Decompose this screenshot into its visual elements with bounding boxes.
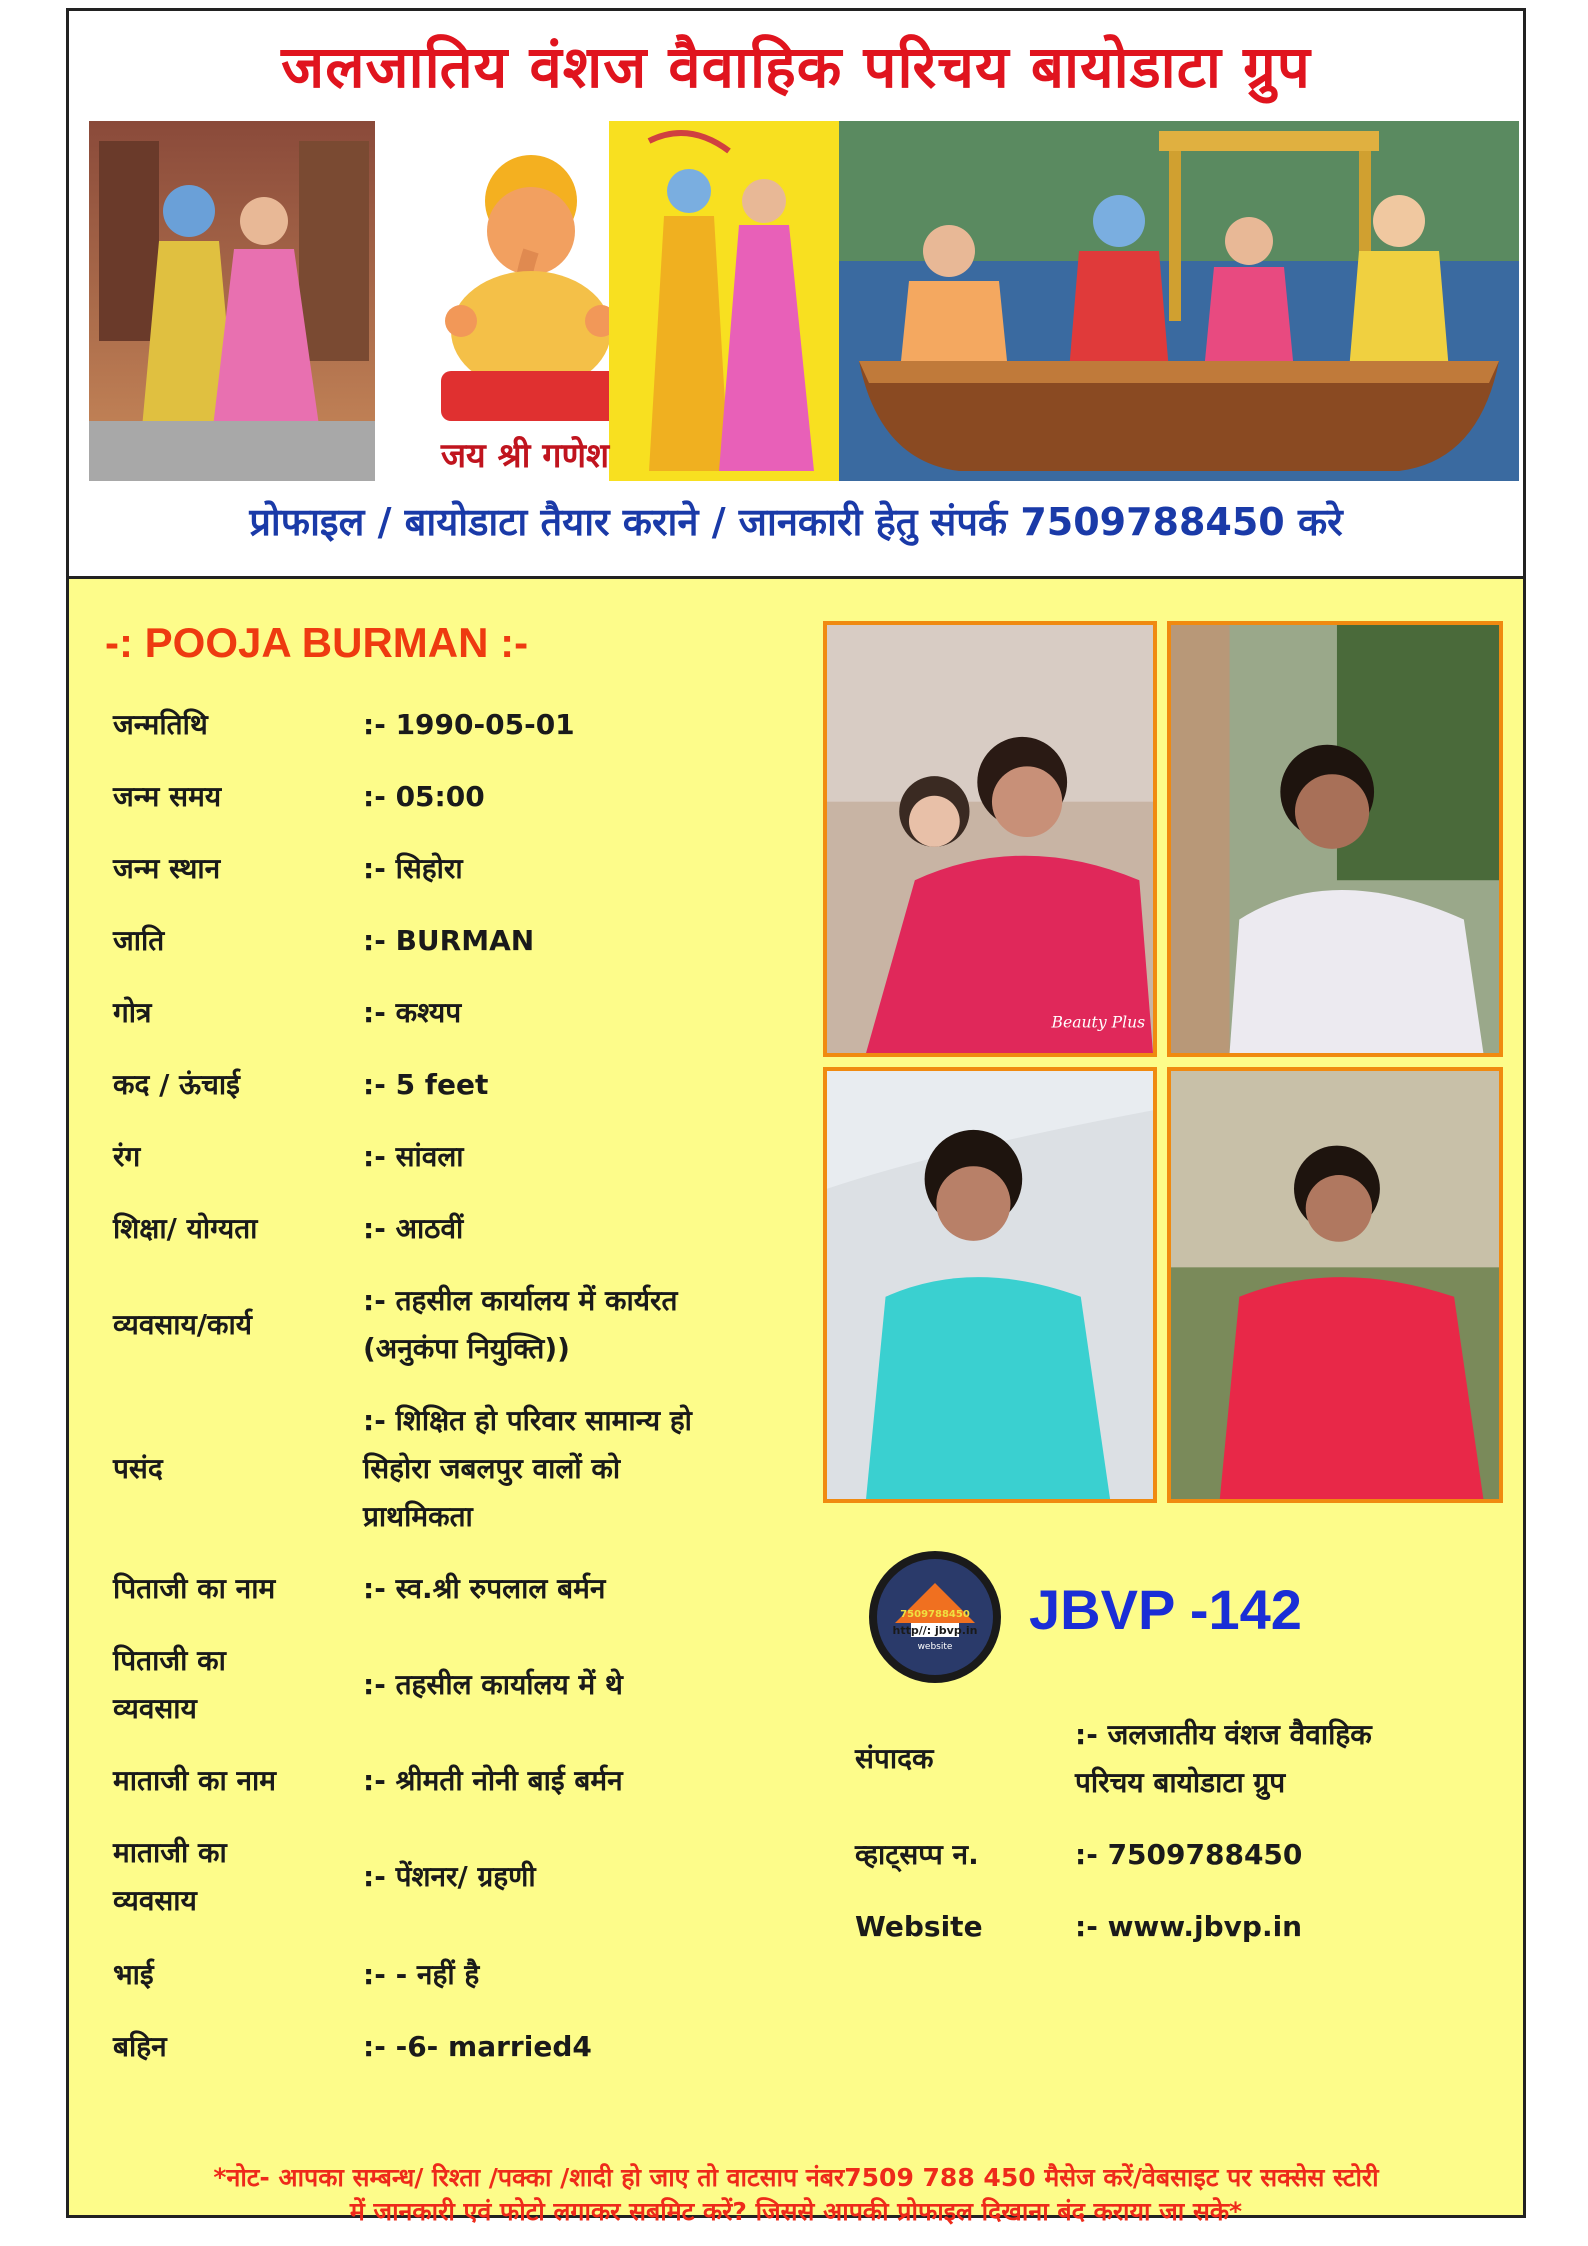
logo-phone-text: 7509788450 xyxy=(900,1609,970,1620)
detail-label: कद / ऊंचाई xyxy=(113,1068,240,1101)
editor-label: Website xyxy=(855,1910,983,1943)
detail-label: जन्म स्थान xyxy=(113,852,221,885)
detail-label-line: व्यवसाय xyxy=(113,1692,197,1725)
detail-value-line: :- तहसील कार्यालय में कार्यरत xyxy=(363,1284,678,1317)
profile-code: JBVP -142 xyxy=(1029,1578,1302,1641)
footer-note xyxy=(89,2161,1503,2229)
editor-value: :- 7509788450 xyxy=(1075,1838,1303,1871)
detail-label: पसंद xyxy=(113,1452,163,1485)
candidate-name: -: POOJA BURMAN :- xyxy=(105,619,529,666)
detail-label xyxy=(113,1637,353,1733)
editor-value-line: :- जलजातीय वंशज वैवाहिक xyxy=(1075,1718,1372,1751)
detail-label: शिक्षा/ योग्यता xyxy=(113,1212,258,1245)
logo-sub-text: website xyxy=(917,1642,953,1652)
detail-value: :- -6- married4 xyxy=(363,2030,592,2063)
contact-line: प्रोफाइल / बायोडाटा तैयार कराने / जानकारी हेतु संपर्क 7509788450 करे xyxy=(249,500,1343,544)
detail-value-line: (अनुकंपा नियुक्ति)) xyxy=(363,1332,570,1365)
profile-photo-2 xyxy=(1167,621,1503,1057)
detail-label-line: माताजी का xyxy=(113,1836,227,1869)
detail-label: बहिन xyxy=(113,2030,167,2063)
detail-label: भाई xyxy=(113,1958,154,1991)
detail-value: :- श्रीमती नोनी बाई बर्मन xyxy=(363,1764,623,1797)
detail-value: :- सिहोरा xyxy=(363,852,463,885)
editor-label: व्हाट्सप्प न. xyxy=(855,1838,979,1871)
photo-grid xyxy=(823,621,1503,1511)
photo-watermark: Beauty Plus xyxy=(1051,1012,1146,1032)
detail-value: :- पेंशनर/ ग्रहणी xyxy=(363,1860,536,1893)
profile-photo-4 xyxy=(1167,1067,1503,1503)
detail-label: माताजी का नाम xyxy=(113,1764,277,1797)
detail-label: पिताजी का नाम xyxy=(113,1572,276,1605)
detail-value: :- 5 feet xyxy=(363,1068,489,1101)
detail-label: गोत्र xyxy=(113,996,152,1029)
detail-value xyxy=(363,1277,803,1373)
detail-value: :- सांवला xyxy=(363,1140,464,1173)
editor-value xyxy=(1075,1711,1515,1807)
profile-photo-3 xyxy=(823,1067,1157,1503)
header-banner xyxy=(69,11,1523,579)
banner-image-boat-scene xyxy=(839,121,1519,481)
detail-value: :- आठवीं xyxy=(363,1212,464,1245)
group-title: जलजातिय वंशज वैवाहिक परिचय बायोडाटा ग्रुप xyxy=(281,33,1311,101)
ganesh-caption: जय श्री गणेश xyxy=(440,436,610,476)
detail-value: :- स्व.श्री रुपलाल बर्मन xyxy=(363,1572,606,1605)
detail-value: :- 1990-05-01 xyxy=(363,708,575,741)
detail-value-line: :- शिक्षित हो परिवार सामान्य हो xyxy=(363,1404,692,1437)
detail-label: जाति xyxy=(113,924,165,957)
detail-label: व्यवसाय/कार्य xyxy=(113,1308,253,1341)
editor-value: :- www.jbvp.in xyxy=(1075,1910,1303,1943)
detail-value: :- तहसील कार्यालय में थे xyxy=(363,1668,623,1701)
detail-value: :- BURMAN xyxy=(363,924,535,957)
banner-image-couple xyxy=(89,121,375,481)
logo-url-text: http//: jbvp.in xyxy=(892,1624,978,1637)
detail-value-line: सिहोरा जबलपुर वालों को xyxy=(363,1452,621,1485)
editor-value-line: परिचय बायोडाटा ग्रुप xyxy=(1075,1766,1286,1799)
editor-label: संपादक xyxy=(855,1742,934,1775)
jbvp-logo xyxy=(865,1547,1005,1687)
detail-value xyxy=(363,1397,803,1541)
detail-label-line: पिताजी का xyxy=(113,1644,226,1677)
detail-value-line: प्राथमिकता xyxy=(363,1500,473,1533)
detail-value: :- कश्यप xyxy=(363,996,462,1029)
detail-label: जन्म समय xyxy=(113,780,222,813)
footer-note-line: *नोट- आपका सम्बन्ध/ रिश्ता /पक्का /शादी हो जाए तो वाटसाप नंबर7509 788 450 मैसेज करें/वेबसाइट पर सक्सेस स्टोरी xyxy=(213,2163,1379,2192)
detail-value: :- 05:00 xyxy=(363,780,485,813)
detail-value: :- - नहीं है xyxy=(363,1958,480,1991)
banner-image-ram-sita xyxy=(609,121,843,481)
profile-photo-1 xyxy=(823,621,1157,1057)
detail-label-line: व्यवसाय xyxy=(113,1884,197,1917)
footer-note-line: में जानकारी एवं फोटो लगाकर सबमिट करें? जिससे आपकी प्रोफाइल दिखाना बंद कराया जा सके* xyxy=(349,2197,1243,2226)
detail-label: रंग xyxy=(113,1140,141,1173)
detail-label: जन्मतिथि xyxy=(113,708,208,741)
biodata-sheet xyxy=(66,8,1526,2226)
detail-label xyxy=(113,1829,353,1925)
